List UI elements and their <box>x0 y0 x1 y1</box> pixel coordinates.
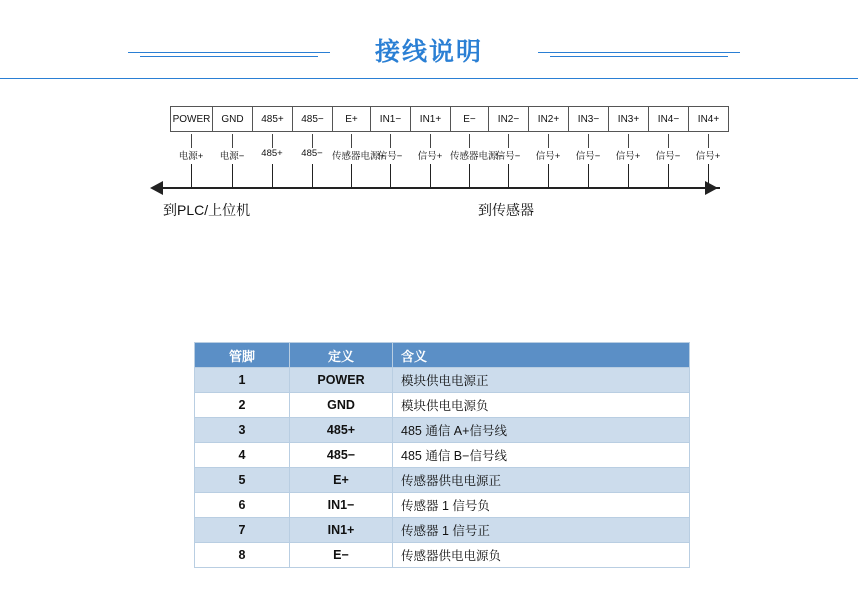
terminal-tick <box>351 134 352 148</box>
terminal-label: 传感器电源+ <box>332 151 386 162</box>
terminal-lead <box>508 164 509 188</box>
cell-pin: 3 <box>195 418 290 443</box>
terminal-tick <box>272 134 273 148</box>
terminal-label: 信号− <box>655 151 681 162</box>
terminal-block <box>170 106 729 132</box>
terminal-power: POWER <box>171 106 213 132</box>
cell-define: 485+ <box>290 418 393 443</box>
terminal-label: 传感器电源− <box>450 151 504 162</box>
pin-definition-table <box>194 342 690 568</box>
table-row <box>195 493 690 518</box>
cell-meaning: 485 通信 A+信号线 <box>393 418 690 443</box>
terminal-tick <box>588 134 589 148</box>
terminal-label: 信号+ <box>695 151 721 162</box>
terminal-e-: E− <box>451 106 489 132</box>
terminal-gnd: GND <box>213 106 253 132</box>
cell-pin: 8 <box>195 543 290 568</box>
table-row <box>195 518 690 543</box>
cell-pin: 6 <box>195 493 290 518</box>
terminal-tick <box>628 134 629 148</box>
column-header-meaning: 含义 <box>393 343 690 368</box>
cell-meaning: 模块供电电源正 <box>393 368 690 393</box>
terminal-lead <box>312 164 313 188</box>
terminal-485-: 485+ <box>253 106 293 132</box>
terminal-lead <box>469 164 470 188</box>
column-header-define: 定义 <box>290 343 393 368</box>
terminal-lead <box>430 164 431 188</box>
cell-pin: 4 <box>195 443 290 468</box>
connection-axis-line <box>160 187 720 189</box>
terminal-label: 485− <box>301 148 323 159</box>
terminal-lead <box>191 164 192 188</box>
wiring-diagram <box>0 100 858 230</box>
terminal-lead <box>351 164 352 188</box>
cell-define: IN1+ <box>290 518 393 543</box>
terminal-label-row <box>170 148 728 162</box>
cell-define: POWER <box>290 368 393 393</box>
terminal-lead <box>548 164 549 188</box>
caption-to-plc: 到PLC/上位机 <box>163 202 251 218</box>
cell-meaning: 传感器 1 信号负 <box>393 493 690 518</box>
terminal-lead <box>628 164 629 188</box>
terminal-in1-: IN1+ <box>411 106 451 132</box>
terminal-e-: E+ <box>333 106 371 132</box>
terminal-lead <box>668 164 669 188</box>
arrow-right-icon <box>705 181 718 195</box>
cell-meaning: 传感器供电电源正 <box>393 468 690 493</box>
terminal-in3-: IN3+ <box>609 106 649 132</box>
terminal-tick <box>668 134 669 148</box>
table-row <box>195 393 690 418</box>
terminal-lead <box>390 164 391 188</box>
terminal-in1-: IN1− <box>371 106 411 132</box>
terminal-label: 电源− <box>219 151 245 162</box>
terminal-tick <box>469 134 470 148</box>
page-header <box>0 14 858 70</box>
table-row <box>195 468 690 493</box>
cell-define: IN1− <box>290 493 393 518</box>
cell-meaning: 模块供电电源负 <box>393 393 690 418</box>
terminal-tick <box>430 134 431 148</box>
terminal-label: 485+ <box>261 148 283 159</box>
terminal-label: 信号− <box>495 151 521 162</box>
cell-define: E− <box>290 543 393 568</box>
table-row <box>195 418 690 443</box>
terminal-in2-: IN2+ <box>529 106 569 132</box>
terminal-tick <box>548 134 549 148</box>
terminal-tick-marks <box>170 134 730 148</box>
terminal-lead <box>232 164 233 188</box>
terminal-tick <box>232 134 233 148</box>
pin-table-container <box>194 342 690 568</box>
terminal-lead <box>272 164 273 188</box>
terminal-in4-: IN4− <box>649 106 689 132</box>
header-divider <box>0 78 858 79</box>
cell-meaning: 传感器供电电源负 <box>393 543 690 568</box>
cell-pin: 1 <box>195 368 290 393</box>
table-row <box>195 443 690 468</box>
terminal-tick <box>708 134 709 148</box>
column-header-pin: 管脚 <box>195 343 290 368</box>
terminal-lead <box>588 164 589 188</box>
cell-meaning: 485 通信 B−信号线 <box>393 443 690 468</box>
terminal-label: 信号+ <box>615 151 641 162</box>
terminal-lead-lines <box>170 164 730 188</box>
terminal-tick <box>312 134 313 148</box>
table-row <box>195 368 690 393</box>
cell-define: E+ <box>290 468 393 493</box>
terminal-label: 信号− <box>575 151 601 162</box>
cell-define: GND <box>290 393 393 418</box>
cell-meaning: 传感器 1 信号正 <box>393 518 690 543</box>
cell-pin: 7 <box>195 518 290 543</box>
terminal-485-: 485− <box>293 106 333 132</box>
terminal-label: 电源+ <box>178 151 204 162</box>
terminal-in3-: IN3− <box>569 106 609 132</box>
caption-to-sensor: 到传感器 <box>478 202 534 218</box>
terminal-in2-: IN2− <box>489 106 529 132</box>
terminal-tick <box>191 134 192 148</box>
cell-define: 485− <box>290 443 393 468</box>
header-decoration-right-line-2 <box>550 56 728 57</box>
cell-pin: 5 <box>195 468 290 493</box>
terminal-label: 信号− <box>377 151 403 162</box>
terminal-tick <box>390 134 391 148</box>
terminal-label: 信号+ <box>417 151 443 162</box>
header-decoration-right-line <box>538 52 740 53</box>
terminal-label: 信号+ <box>535 151 561 162</box>
table-row <box>195 543 690 568</box>
table-header-row <box>195 343 690 368</box>
terminal-tick <box>508 134 509 148</box>
page-title: 接线说明 <box>374 38 483 66</box>
terminal-in4-: IN4+ <box>689 106 729 132</box>
cell-pin: 2 <box>195 393 290 418</box>
